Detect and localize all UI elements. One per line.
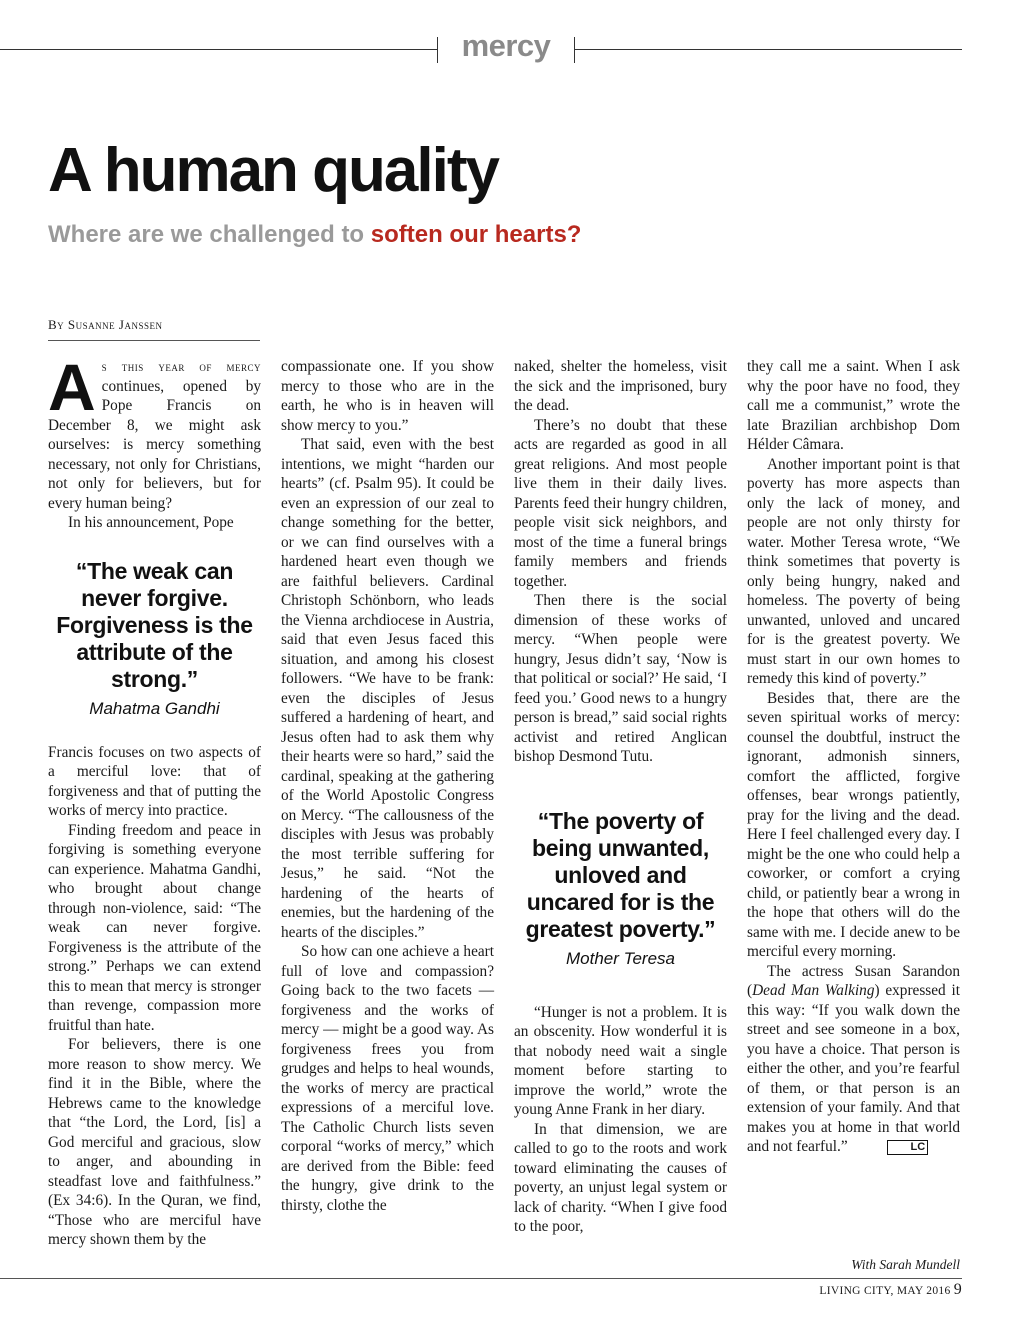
column-1 [48,350,261,1250]
col4-para-4-b: ) expressed it this way: “If you walk down the street and see someone in a box, you have a choice. That person is either the other, and you’re fearful of them, or that person is an extension of your family. And that makes you at home in that world and not fearful.” [747,982,960,1155]
subtitle-red: soften our hearts? [370,221,582,248]
header-rule-tick-right [574,37,575,63]
col3-para-3: Then there is the social dimension of these works of mercy. “When people were hungry, Jesus didn’t say, ‘Now is that political or social?’ He said, ‘I feed you.’ Good news to a hungry person is bread,” said social rights activist and retired Anglican bishop Desmond Tutu. [514,592,727,765]
page-number: 9 [953,1281,962,1298]
article-subtitle [48,222,581,248]
footer-publication: LIVING CITY, MAY 2016 [819,1285,951,1297]
column-2 [281,357,494,1215]
pull-quote-author: Mother Teresa [566,949,675,968]
article-title: A human quality [48,136,498,205]
subtitle-grey: Where are we challenged to [48,221,365,248]
col3-para-2: There’s no doubt that these acts are regarded as good in all great religions. And most people live them in their daily lives. Parents feed their hungry children, people visit sick neighbors, and most of the time a funeral brings family members and friends together. [514,416,727,590]
header-rule-tick-left [437,37,438,63]
byline-author: Susanne Janssen [67,317,163,332]
column-3 [514,357,727,1237]
drop-cap: A [48,350,96,424]
col1-para-5: For believers, there is one more reason to show mercy. We find it in the Bible, where the Hebrews came to the knowledge that “the Lord, the Lord, [is] a God merciful and gracious, slow to anger, and abounding in steadfast love and faithfulness.” (Ex 34:6). In the Quran, we find, “Those who are merciful have mercy shown them by the [48,1036,261,1248]
pull-quote-author: Mahatma Gandhi [89,699,220,718]
film-title: Dead Man Walking [752,982,875,999]
byline-by: By [48,317,65,332]
col4-para-3: Besides that, there are the seven spiritual works of mercy: counsel the doubtful, instruct the ignorant, admonish sinners, comfort the afflicted, forgive offenses, bear wrongs patiently, pray for the living and the dead. Here I feel challenged every day. I might be the one who could help a coworker, or comfort a crying child, or patiently bear a wrong in the hope that others will do the same with me. I decide anew to be merciful every morning. [747,689,960,960]
col1-para-4: Finding freedom and peace in forgiving is something everyone can experience. Mahatma Gandhi, who brought about change through non-violence, said: “The weak can never forgive. Forgiveness is the attribute of the strong.” Perhaps we can extend this to mean that mercy is stronger than revenge, compassion more fruitful than hate. [48,821,261,1034]
col3-para-1: naked, shelter the homeless, visit the sick and the imprisoned, bury the dead. [514,358,727,414]
pull-quote-teresa [514,808,727,969]
header-rule-left [0,49,437,50]
living-city-end-logo: LC [887,1140,928,1155]
header-rule-right [574,49,962,50]
col4-para-4-a: The actress Susan Sarandon ( [747,962,960,999]
section-label: mercy [461,28,551,63]
col4-para-2: Another important point is that poverty has more aspects than only the lack of money, and people are not only thirsty for water. Mother Teresa wrote, “We think sometimes that poverty is only being hungry, naked and homeless. The poverty of being unwanted, unloved and uncared for is the greatest poverty. We must start in our own homes to remedy this kind of poverty.” [747,455,960,687]
col1-para-1-text: continues, opened by Pope Francis on December 8, we might ask ourselves: is mercy something necessary, not only for Christians, not only for believers, but for every human being? [48,377,261,512]
col1-para-1 [48,350,261,513]
pull-quote-text: “The weak can never forgive. Forgiveness is the attribute of the strong.” [56,558,253,692]
pull-quote-text: “The poverty of being unwanted, unloved and uncared for is the greatest poverty.” [525,808,716,942]
footer-rule [0,1278,962,1279]
col4-para-1: they call me a saint. When I ask why the poor have no food, they call me a communist,” wrote the late Brazilian archbishop Dom Hélder Câmara. [747,358,960,453]
pull-quote-gandhi [48,558,261,719]
col4-para-4 [747,962,960,1157]
lead-smallcaps: s this year of mercy [101,359,261,374]
col3-para-4: “Hunger is not a problem. It is an obscenity. How wonderful it is that nobody need wait a single moment before starting to improve the world,” wrote the young Anne Frank in her diary. [514,1003,727,1118]
column-4 [747,357,960,1157]
col2-para-3: So how can one achieve a heart full of love and compassion? Going back to the two facets — forgiveness and the works of mercy — might be a good way. As forgiveness frees you from grudges and helps to heal wounds, the works of mercy are practical expressions of a merciful love. The Catholic Church lists seven corporal “works of mercy,” which are derived from the Bible: feed the hungry, give drink to the thirsty, clothe the [281,943,494,1214]
contributor-credit: With Sarah Mundell [851,1257,960,1272]
col3-para-5: In that dimension, we are called to go to the roots and work toward eliminating the causes of poverty, an unjust legal system or lack of charity. “When I give food to the poor, [514,1120,727,1235]
col1-para-3: Francis focuses on two aspects of a merciful love: that of forgiveness and that of putting the works of mercy into practice. [48,743,261,819]
col2-para-2: That said, even with the best intentions, we might “harden our hearts” (cf. Psalm 95). It could be even an expression of our zeal to change something for the better, or we can find ourselves with a hardened heart even though we are faithful believers. Cardinal Christoph Schönborn, who leads the Vienna archdiocese in Austria, said that even Jesus faced this situation, and among his closest followers. “We have to be frank: even the disciples of Jesus suffered a hardening of heart, and Jesus often had to ask them why their hearts were so hard,” said the cardinal, speaking at the gathering of the World Apostolic Congress on Mercy. “The callousness of the disciples with Jesus was probably the most terrible suffering for Jesus,” he said. “Not the hardening of the hearts of enemies, but the hardening of the hearts of the disciples.” [281,436,494,941]
byline [48,317,260,341]
page-footer [819,1281,962,1299]
col2-para-1: compassionate one. If you show mercy to those who are in the earth, he who is in heaven will show mercy to you.” [281,358,494,434]
col1-para-2: In his announcement, Pope [68,514,234,531]
